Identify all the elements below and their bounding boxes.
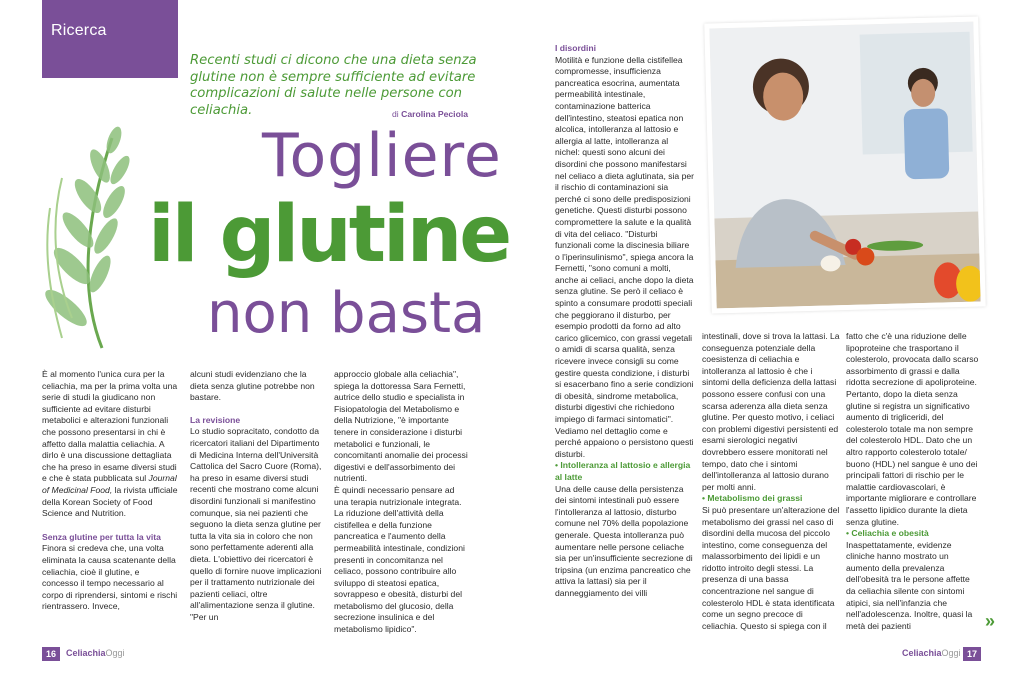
col4-heading: I disordini bbox=[555, 43, 597, 53]
col3-paragraph: approccio globale alla celiachia", spiega la dottoressa Sara Fernetti, autrice dello studio e specialista in Fisiopatologia del Metabolismo e della Nutrizione, "è importante tenere in considerazione i disturbi metabolici e funzionali, le concomitanti anomalie dei processi digestivi e dell'assorbimento dei nutrienti. bbox=[334, 369, 468, 484]
journal-name: Journal of Medicinal Food, bbox=[42, 473, 177, 495]
col1-paragraph-2: Finora si credeva che, una volta eliminata la causa scatenante della celiachia, cioè il glutine, e concesso il tempo necessario al corpo di riprendersi, sintomi e rischi rientrassero. Invece, bbox=[42, 543, 178, 612]
col5-paragraph-2: Si può presentare un'alterazione del metabolismo dei grassi nel caso di disordini della mucosa del piccolo intestino, come conseguenza del malassorbimento dei lipidi e un ridotto introito degli stessi. La presenza di una bassa concentrazione nel sangue di colesterolo HDL è stata identificata come un segno precoce di celiachia. Questo si spiega con il bbox=[702, 504, 840, 631]
col5-heading: • Metabolismo dei grassi bbox=[702, 493, 803, 504]
col6-paragraph: fatto che c'è una riduzione delle lipoproteine che trasportano il colesterolo, provocata dallo scarso assorbimento di grassi e dalla ridotta secrezione di apoliproteine. Pertanto, dopo la dieta senza glutine si registra un significativo aumento di trigliceridi, del colesterolo totale ma non sempre del colesterolo HDL. Dato che un altro rapporto colesterolo totale/ buono (HDL) nel sangue è uno dei principali fattori di rischio per le malattie cardiovascolari, è importante migliorare e controllare l'assetto lipidico durante la dieta senza glutine. bbox=[846, 331, 979, 527]
col4-heading-2: • Intolleranza al lattosio e allergia al latte bbox=[555, 460, 691, 482]
wheat-illustration bbox=[42, 118, 146, 350]
magazine-name-bold: Celiachia bbox=[66, 648, 106, 658]
col2-heading: La revisione bbox=[190, 414, 241, 425]
magazine-name-light: Oggi bbox=[941, 648, 961, 658]
col4-paragraph-2: Una delle cause della persistenza dei sintomi intestinali può essere l'intolleranza al lattosio, disturbo comune nel 70% della popolazione generale. Questa intolleranza può aumentare nelle persone celiache sia per un'insufficiente secrezione di tripsina (un enzima pancreatico che attiva la lattasi) sia per il danneggiamento dei villi bbox=[555, 483, 693, 598]
col2-paragraph-2: Lo studio sopracitato, condotto da ricercatori italiani del Dipartimento di Medicina Interna dell'Università Cattolica del Sacro Cuore (Roma), ha preso in esame diversi studi recenti che mostrano come alcuni disordini funzionali si manifestino comunque, sia nei pazienti che seguono la dieta senza glutine per tutta la vita sia in coloro che non sono perfettamente aderenti alla dieta. L'obiettivo dei ricercatori è quello di fornire nuove implicazioni per il trattamento nutrizionale dei pazienti celiaci, oltre all'alimentazione senza il glutine. "Per un bbox=[190, 426, 322, 622]
col2-paragraph: alcuni studi evidenziano che la dieta senza glutine potrebbe non bastare. bbox=[190, 369, 315, 403]
magazine-name-bold: Celiachia bbox=[902, 648, 942, 658]
section-tab-label: Ricerca bbox=[51, 22, 107, 39]
col6-paragraph-2: Inaspettatamente, evidenze cliniche hanno mostrato un aumento della prevalenza dell'obesità tra le persone affette da celiachia silente con sintomi atipici, sia nell'infanzia che nell'adolescenza. Inoltre, quasi la metà dei pazienti bbox=[846, 539, 973, 631]
column-3 bbox=[334, 369, 470, 636]
column-6 bbox=[846, 331, 980, 632]
col5-paragraph: intestinali, dove si trova la lattasi. La conseguenza potenziale della coesistenza di celiachia e intolleranza al lattosio è che i sintomi della deficienza della lattasi possono essere confusi con una scarsa aderenza alla dieta senza glutine. Per questo motivo, i celiaci con problemi digestivi persistenti ed esami sierologici negativi dovrebbero essere monitorati nel tempo, dato che i sintomi dell'intolleranza al lattosio durano per molti anni. bbox=[702, 331, 840, 492]
magazine-name-light: Oggi bbox=[105, 648, 125, 658]
col1-paragraph bbox=[42, 369, 178, 520]
lead-paragraph: Recenti studi ci dicono che una dieta senza glutine non è sempre sufficiente ad evitare complicazioni di salute nelle persone con celiachia. bbox=[190, 53, 477, 118]
author-name: Carolina Peciola bbox=[401, 109, 468, 119]
page-number-left: 16 bbox=[42, 647, 60, 661]
author-line bbox=[330, 109, 468, 119]
double-chevron-right-icon: » bbox=[985, 611, 996, 631]
kitchen-photo-illustration bbox=[709, 22, 980, 309]
col1-text-end: la rivista ufficiale della Korean Society of Food Science and Nutrition. bbox=[42, 484, 178, 519]
col1-heading: Senza glutine per tutta la vita bbox=[42, 531, 161, 542]
col6-heading: • Celiachia e obesità bbox=[846, 528, 929, 539]
col4-paragraph: Motilità e funzione della cistifellea compromesse, insufficienza pancreatica esocrina, aumentata permeabilità intestinale, contaminazione batterica dell'intestino, steatosi epatica non alcolica, intolleranza al lattosio e allergia al latte, intolleranza al nichel: questi sono alcuni dei disordini che possono manifestarsi nel celiaco a dieta aglutinata, sia per il rischio di contaminazioni sia perché ci sono delle predisposizioni genetiche. Questi disturbi possono compromettere la salute e la qualità di vita del celiaco. "Disturbi funzionali come la discinesia biliare o l'iperinsulinismo", spiega ancora la Fernetti, "sono comuni a molti, anche ai celiaci, anche dopo la dieta senza glutine. Se però il celiaco è spinto a consumare prodotti speciali che peggiorano il disturbo, per esempio prodotti da forno ad alto carico glicemico, con grassi vegetali o amidi di scarsa qualità, senza ricevere invece consigli su come gestire questa condizione, i disturbi si esacerbano fino a serie condizioni di obesità, sindrome metabolica, disturbi digestivi che richiedono impiego di farmaci sintomatici". Vediamo nel dettaglio come e perché appaiono o persistono questi disturbi. bbox=[555, 54, 695, 459]
title-line-1: Togliere bbox=[262, 121, 502, 191]
col1-text: È al momento l'unica cura per la celiachia, ma per la prima volta una serie di studi la giudicano non sufficiente ad evitare disturbi metabolici e alterazioni funzionali che possono presentarsi in chi è affetto dalla malattia celiachia. A dirlo è una discussione dettagliata che ha preso in esame diversi studi e che è stata pubblicata sul bbox=[42, 369, 178, 484]
magazine-name-right bbox=[902, 648, 961, 658]
col3-paragraph-2: È quindi necessario pensare ad una terapia nutrizionale integrata. La riduzione dell'attività della cistifellea e della funzione pancreatica e l'aumento della permeabilità intestinale, condizioni presenti in concomitanza nel celiaco, possono contribuire allo sviluppo di steatosi epatica, sovrappeso e obesità, disturbi del metabolismo del glucosio, della secrezione insulinica e del metabolismo lipidico". bbox=[334, 484, 465, 635]
title-line-3: non basta bbox=[207, 281, 486, 346]
kitchen-photo bbox=[704, 16, 985, 313]
column-2 bbox=[190, 369, 324, 623]
column-1 bbox=[42, 369, 178, 613]
column-5 bbox=[702, 331, 840, 632]
magazine-name-left bbox=[66, 648, 125, 658]
author-prefix: di bbox=[392, 109, 399, 119]
column-4 bbox=[555, 43, 695, 600]
title-line-2: il glutine bbox=[148, 190, 510, 280]
page-number-right: 17 bbox=[963, 647, 981, 661]
